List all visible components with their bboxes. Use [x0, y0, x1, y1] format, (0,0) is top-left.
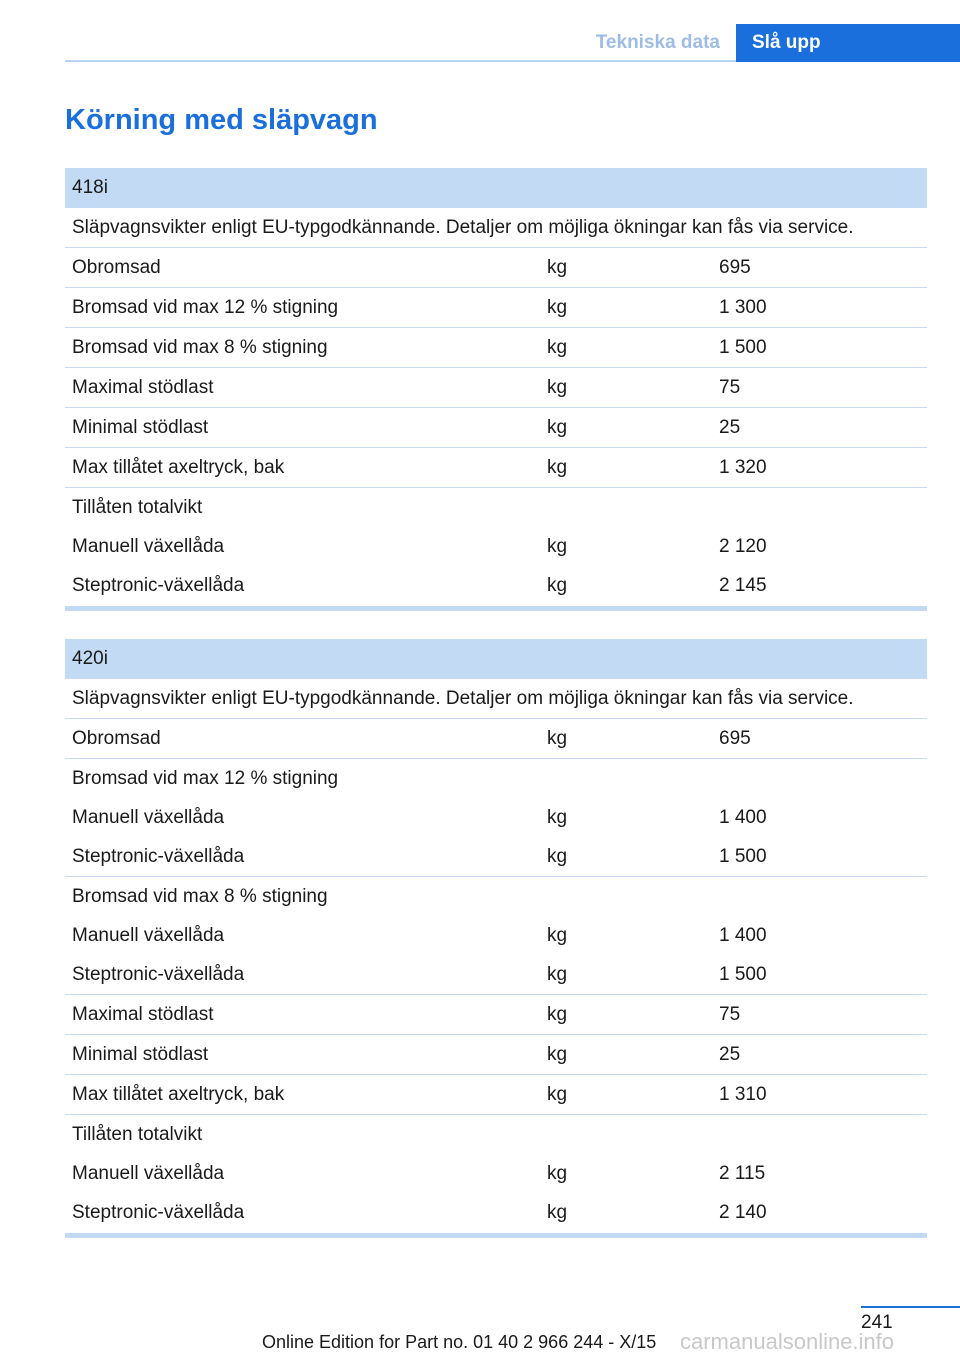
row-value: 1 310 — [719, 1084, 767, 1105]
table-group-row — [65, 877, 927, 995]
active-tab[interactable]: Slå upp — [736, 24, 960, 62]
spec-table-420i — [65, 639, 927, 1238]
table-row — [65, 408, 927, 448]
spec-table-418i — [65, 168, 927, 611]
table-note-row — [65, 679, 927, 719]
row-label: Minimal stödlast — [72, 1044, 209, 1065]
row-value: 75 — [719, 377, 741, 398]
row-label: Manuell växellåda — [72, 536, 225, 557]
row-label: Manuell växellåda — [72, 807, 225, 828]
table-group-row — [65, 488, 927, 606]
row-label: Steptronic-växellåda — [72, 1202, 245, 1223]
table-note: Släpvagnsvikter enligt EU-typgodkännande. Detaljer om möjliga ökningar kan fås via service. — [72, 217, 854, 238]
row-label: Max tillåtet axeltryck, bak — [72, 1084, 285, 1105]
row-unit: kg — [547, 417, 568, 438]
row-value: 25 — [719, 1044, 741, 1065]
row-value: 695 — [719, 728, 751, 749]
row-unit: kg — [547, 337, 568, 358]
table-group-row — [65, 1115, 927, 1233]
table-row — [65, 288, 927, 328]
row-unit: kg — [547, 846, 568, 867]
row-label: Bromsad vid max 8 % stigning — [72, 337, 328, 358]
row-value: 75 — [719, 1004, 741, 1025]
row-value: 1 500 — [719, 964, 767, 985]
row-label: Max tillåtet axeltryck, bak — [72, 457, 285, 478]
row-unit: kg — [547, 925, 568, 946]
table-header — [65, 639, 927, 679]
row-unit: kg — [547, 964, 568, 985]
row-value: 1 500 — [719, 846, 767, 867]
group-label: Bromsad vid max 12 % stigning — [72, 768, 339, 789]
table-note-row — [65, 208, 927, 248]
row-label: Obromsad — [72, 257, 161, 278]
group-label: Tillåten totalvikt — [72, 1124, 203, 1145]
row-label: Steptronic-växellåda — [72, 964, 245, 985]
group-label: Bromsad vid max 8 % stigning — [72, 886, 328, 907]
row-unit: kg — [547, 1202, 568, 1223]
table-row — [65, 368, 927, 408]
group-label: Tillåten totalvikt — [72, 497, 203, 518]
section-tab[interactable]: Tekniska data — [595, 32, 720, 53]
row-value: 1 300 — [719, 297, 767, 318]
table-row — [65, 719, 927, 759]
watermark: carmanualsonline.info — [680, 1329, 895, 1354]
row-unit: kg — [547, 728, 568, 749]
row-unit: kg — [547, 1044, 568, 1065]
table-row — [65, 1035, 927, 1075]
page-number: 241 — [861, 1312, 893, 1333]
row-unit: kg — [547, 807, 568, 828]
model-name: 418i — [72, 177, 108, 198]
table-group-row — [65, 759, 927, 877]
row-unit: kg — [547, 1004, 568, 1025]
row-value: 2 145 — [719, 575, 767, 596]
page-title: Körning med släpvagn — [65, 104, 378, 136]
row-unit: kg — [547, 457, 568, 478]
row-unit: kg — [547, 536, 568, 557]
row-value: 25 — [719, 417, 741, 438]
table-row — [65, 995, 927, 1035]
row-label: Steptronic-växellåda — [72, 846, 245, 867]
row-unit: kg — [547, 257, 568, 278]
row-value: 2 120 — [719, 536, 767, 557]
model-name: 420i — [72, 648, 108, 669]
row-value: 695 — [719, 257, 751, 278]
row-label: Maximal stödlast — [72, 377, 214, 398]
table-row — [65, 248, 927, 288]
row-label: Manuell växellåda — [72, 1163, 225, 1184]
row-value: 2 140 — [719, 1202, 767, 1223]
row-unit: kg — [547, 575, 568, 596]
row-label: Bromsad vid max 12 % stigning — [72, 297, 339, 318]
row-value: 1 400 — [719, 925, 767, 946]
row-value: 2 115 — [719, 1163, 766, 1184]
page-number-rule — [861, 1306, 960, 1308]
table-header — [65, 168, 927, 208]
row-label: Manuell växellåda — [72, 925, 225, 946]
row-label: Steptronic-växellåda — [72, 575, 245, 596]
table-note: Släpvagnsvikter enligt EU-typgodkännande. Detaljer om möjliga ökningar kan fås via service. — [72, 688, 854, 709]
row-unit: kg — [547, 297, 568, 318]
row-unit: kg — [547, 377, 568, 398]
table-end-rule — [65, 1233, 927, 1238]
row-label: Obromsad — [72, 728, 161, 749]
row-label: Maximal stödlast — [72, 1004, 214, 1025]
row-unit: kg — [547, 1084, 568, 1105]
edition-footer: Online Edition for Part no. 01 40 2 966 244 - X/15 — [262, 1332, 657, 1352]
row-value: 1 320 — [719, 457, 767, 478]
row-value: 1 400 — [719, 807, 767, 828]
row-value: 1 500 — [719, 337, 767, 358]
table-row — [65, 1075, 927, 1115]
table-end-rule — [65, 606, 927, 611]
row-unit: kg — [547, 1163, 568, 1184]
table-row — [65, 448, 927, 488]
table-row — [65, 328, 927, 368]
row-label: Minimal stödlast — [72, 417, 209, 438]
